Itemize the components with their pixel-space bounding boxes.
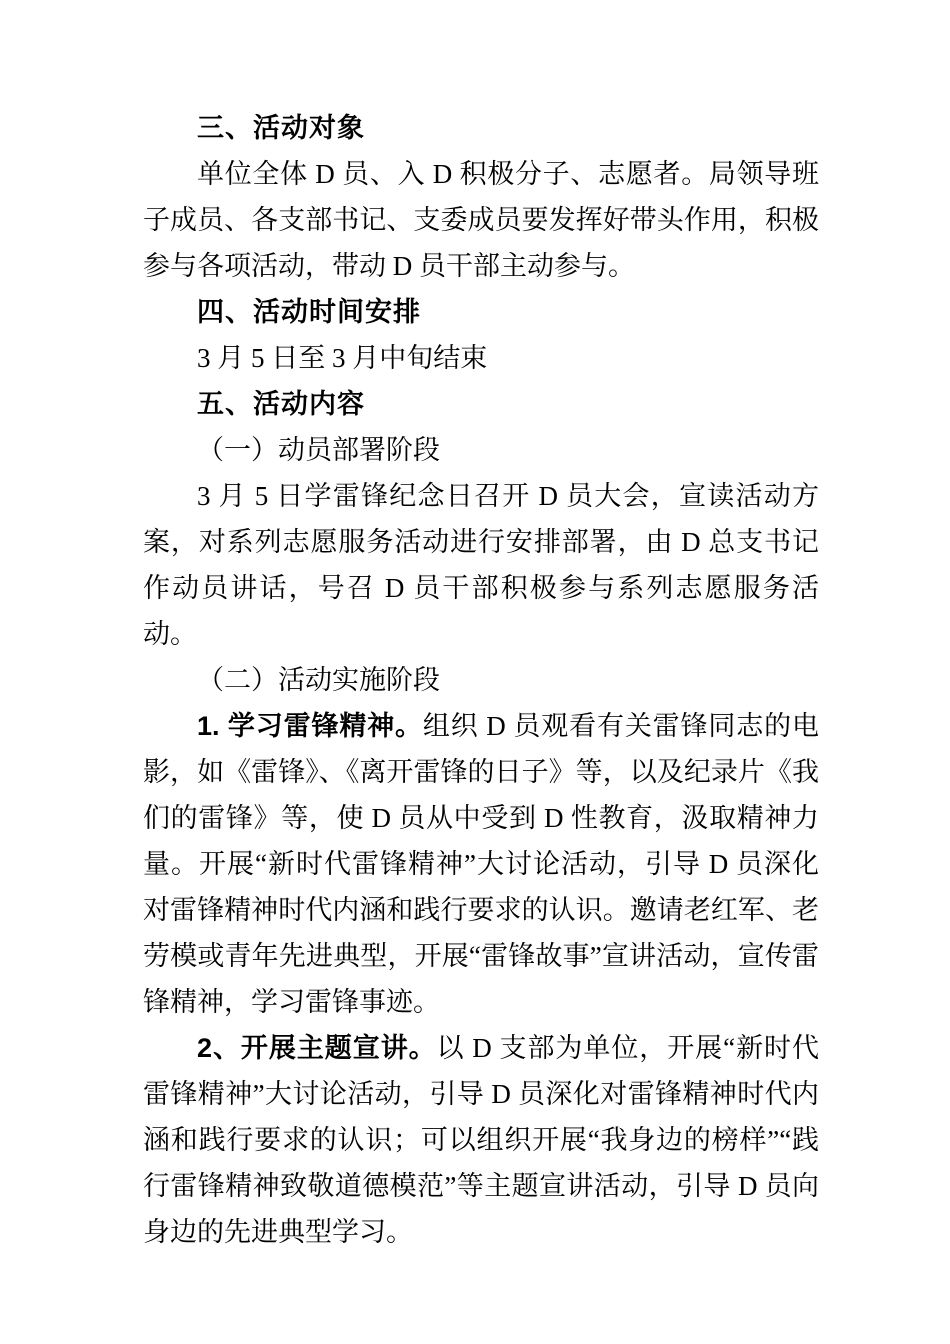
item-2-title: 2、开展主题宣讲。 <box>197 1033 437 1063</box>
paragraph-item-2-theme-lectures <box>143 1025 819 1255</box>
paragraph-mobilization: 3 月 5 日学雷锋纪念日召开 D 员大会，宣读活动方案，对系列志愿服务活动进行安排部署，由 D 总支书记作动员讲话，号召 D 员干部积极参与系列志愿服务活动。 <box>143 481 819 649</box>
paragraph-item-1-study-leifeng-spirit <box>143 703 819 1025</box>
item-1-title: 1. 学习雷锋精神。 <box>197 711 423 741</box>
subheading-stage-2-implementation: （二）活动实施阶段 <box>197 665 440 695</box>
item-1-body-text: 组织 D 员观看有关雷锋同志的电影，如《雷锋》、《离开雷锋的日子》等，以及纪录片《我们的雷锋》等，使 D 员从中受到 D 性教育，汲取精神力量。开展“新时代雷锋精神”大讨论活动，引导 D 员深化对雷锋精神时代内涵和践行要求的认识。邀请老红军、老劳模或青年先进典型，开展“雷锋故事”宣讲活动，宣传雷锋精神，学习雷锋事迹。 <box>143 711 819 1017</box>
document-content <box>143 105 819 1255</box>
paragraph-schedule: 3 月 5 日至 3 月中旬结束 <box>197 343 488 373</box>
heading-section-3-audience: 三、活动对象 <box>197 113 365 143</box>
item-2-body-text: 以 D 支部为单位，开展“新时代雷锋精神”大讨论活动，引导 D 员深化对雷锋精神时代内涵和践行要求的认识；可以组织开展“我身边的榜样”“践行雷锋精神致敬道德模范”等主题宣讲活动，引导 D 员向身边的先进典型学习。 <box>143 1033 819 1247</box>
subheading-stage-1-mobilization: （一）动员部署阶段 <box>197 435 440 465</box>
heading-section-4-schedule: 四、活动时间安排 <box>197 297 421 327</box>
heading-section-5-content: 五、活动内容 <box>197 389 365 419</box>
paragraph-audience: 单位全体 D 员、入 D 积极分子、志愿者。局领导班子成员、各支部书记、支委成员要发挥好带头作用，积极参与各项活动，带动 D 员干部主动参与。 <box>143 159 819 281</box>
